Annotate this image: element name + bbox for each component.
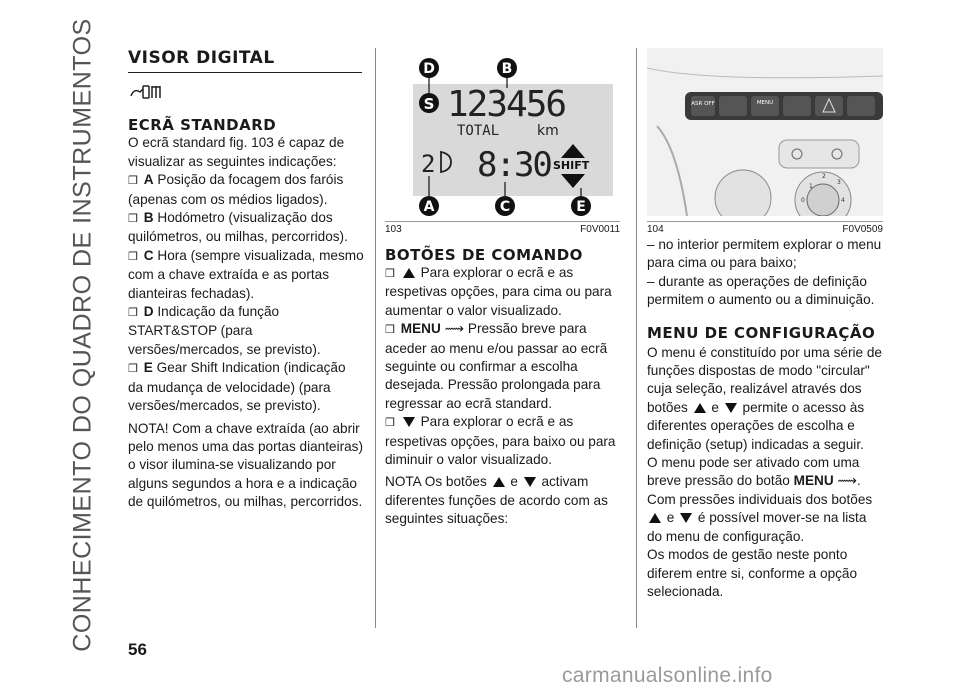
- figure-number: 103: [385, 224, 402, 235]
- callout-c-label: C: [499, 199, 511, 215]
- menu-label: MENU: [793, 473, 834, 489]
- title-rule: [128, 72, 362, 73]
- item-text: Hodómetro (visualização dos quilómetros, ou milhas, percorridos).: [128, 210, 348, 245]
- up-arrow-icon: [694, 403, 706, 413]
- list-item: [385, 413, 620, 469]
- list-line: – no interior permitem explorar o menu para cima ou para baixo;: [647, 237, 882, 271]
- note-paragraph: [385, 473, 620, 528]
- bullet-icon: ❒: [128, 175, 138, 188]
- bullet-icon: ❒: [128, 250, 138, 263]
- menu-return-icon: ⟿: [837, 473, 857, 489]
- section-heading: MENU DE CONFIGURAÇÃO: [647, 323, 876, 342]
- down-arrow-icon: [680, 513, 692, 523]
- svg-text:1: 1: [809, 183, 813, 190]
- figure-caption-rule: [647, 221, 883, 222]
- item-text: Hora (sempre visualizada, mesmo com a chave extraída e as portas dianteiras fechadas).: [128, 247, 364, 301]
- menu-button-label: MENU: [756, 100, 774, 106]
- figure-caption-rule: [385, 221, 620, 222]
- column-1: [128, 48, 364, 512]
- column-3: [647, 236, 883, 601]
- paragraph-conj: e: [711, 399, 719, 415]
- column-divider: [636, 48, 637, 628]
- list-item: [128, 303, 364, 359]
- paragraph: Os modos de gestão neste ponto diferem entre si, conforme a opção selecionada.: [647, 547, 858, 599]
- bullet-icon: ❒: [128, 307, 138, 320]
- paragraph-conj: e: [666, 510, 675, 526]
- asr-button-label: ASR OFF: [691, 101, 715, 107]
- item-text: Posição da focagem dos faróis (apenas com os médios ligados).: [128, 172, 344, 207]
- figure-code: F0V0509: [842, 224, 883, 235]
- bullet-icon: ❒: [128, 363, 138, 376]
- odometer-digits: 123456: [447, 84, 566, 125]
- callout-b-label: B: [501, 61, 513, 77]
- list-item: [128, 171, 364, 209]
- paragraph-text: O menu é constituído por uma série de funções dispostas de modo "circular" cuja seleção, realizável através dos botões: [647, 344, 882, 415]
- list-item: [128, 247, 364, 303]
- figure-number: 104: [647, 224, 664, 235]
- paragraph: [647, 344, 883, 454]
- menu-button-text: Pressão breve para aceder ao menu e/ou passar ao ecrã seguinte ou confirmar a escolha desejada. Pressão prolongada para regressar ao ecrã standard.: [385, 321, 608, 411]
- list-item: [128, 359, 364, 415]
- paragraph: O menu pode ser ativado com uma breve pressão do botão MENU ⟿.: [647, 455, 861, 489]
- item-text: Gear Shift Indication (indicação da mudança de velocidade) (para versões/mercados, se previsto).: [128, 360, 346, 414]
- paragraph-text: permite o acesso às diferentes operações de escolha e definição (setup) indicadas a seguir.: [647, 399, 865, 452]
- column-2: [385, 246, 620, 529]
- up-arrow-icon: [493, 477, 505, 487]
- shift-label: SHIFT: [553, 159, 590, 172]
- page-number: 56: [128, 640, 147, 659]
- menu-label: MENU: [400, 321, 441, 337]
- clock-digits: 8:30: [477, 145, 551, 185]
- unit-label: km: [537, 123, 559, 139]
- paragraph-text: Com pressões individuais dos botões: [647, 491, 873, 507]
- bullet-icon: ❒: [385, 324, 395, 337]
- svg-text:0: 0: [801, 197, 805, 204]
- item-letter: D: [143, 304, 154, 320]
- figure-caption: [647, 224, 883, 235]
- dashboard-photo-illustration: [647, 48, 883, 216]
- note-text-a: NOTA Os botões: [385, 474, 487, 490]
- intro-paragraph: O ecrã standard fig. 103 é capaz de visualizar as seguintes indicações:: [128, 135, 345, 169]
- figure-caption: [385, 224, 620, 235]
- note-paragraph: NOTA! Com a chave extraída (ao abrir pelo menos uma das portas dianteiras) o visor ilumina-se visualizando por alguns segundos a hora e a indicação de quilómetros, ou milhas, percorridos.: [128, 420, 363, 510]
- callout-e-label: E: [576, 199, 586, 215]
- list-item: [385, 264, 620, 320]
- section-heading: BOTÕES DE COMANDO: [385, 246, 583, 264]
- bullet-icon: ❒: [385, 268, 395, 280]
- paragraph-text: é possível mover-se na lista do menu de configuração.: [647, 510, 867, 544]
- watermark: carmanualsonline.info: [562, 664, 773, 687]
- bullet-icon: ❒: [128, 213, 138, 226]
- callout-a-label: A: [423, 199, 435, 215]
- paragraph: [647, 491, 883, 546]
- note-text-b: activam diferentes funções de acordo com as seguintes situações:: [385, 474, 608, 527]
- chapter-sidebar: [58, 18, 108, 652]
- figure-code: F0V0011: [580, 224, 620, 235]
- fuel-lamp-icon: [128, 83, 172, 101]
- start-stop-icon-label: S: [423, 95, 435, 113]
- chapter-title: CONHECIMENTO DO QUADRO DE INSTRUMENTOS: [68, 18, 97, 652]
- headlight-level-digit: 2: [421, 150, 436, 178]
- svg-text:3: 3: [837, 179, 841, 186]
- down-button-text: Para explorar o ecrã e as respetivas opções, para baixo ou para diminuir o valor visualizado.: [385, 414, 616, 468]
- list-line: – durante as operações de definição permitem o aumento ou a diminuição.: [647, 273, 875, 308]
- item-letter: E: [143, 360, 153, 376]
- menu-return-icon: ⟿: [444, 321, 465, 337]
- down-arrow-icon: [403, 417, 415, 427]
- section-heading: ECRÃ STANDARD: [128, 116, 277, 135]
- list-item: [385, 320, 620, 413]
- callout-d-label: D: [423, 61, 435, 77]
- down-arrow-icon: [725, 403, 737, 413]
- paragraph-text: O menu pode ser ativado com uma breve pressão do botão: [647, 455, 860, 489]
- up-arrow-icon: [403, 268, 415, 278]
- item-letter: A: [143, 172, 154, 188]
- figure-103: [385, 48, 620, 235]
- svg-text:4: 4: [841, 197, 845, 204]
- column-divider: [375, 48, 376, 628]
- down-arrow-icon: [524, 477, 536, 487]
- svg-text:2: 2: [822, 173, 826, 180]
- item-text: Indicação da função START&STOP (para versões/mercados, se previsto).: [128, 304, 321, 357]
- up-arrow-icon: [649, 513, 661, 523]
- bullet-icon: ❒: [385, 417, 395, 430]
- total-label: TOTAL: [457, 123, 500, 139]
- item-letter: C: [143, 247, 154, 263]
- up-button-text: Para explorar o ecrã e as respetivas opções, para cima ou para aumentar o valor visualizado.: [385, 265, 612, 318]
- note-conj: e: [510, 474, 518, 490]
- page-title: VISOR DIGITAL: [128, 48, 275, 68]
- digital-display-illustration: [385, 48, 620, 216]
- item-letter: B: [143, 210, 154, 226]
- figure-104: [647, 48, 883, 235]
- list-item: [128, 209, 364, 247]
